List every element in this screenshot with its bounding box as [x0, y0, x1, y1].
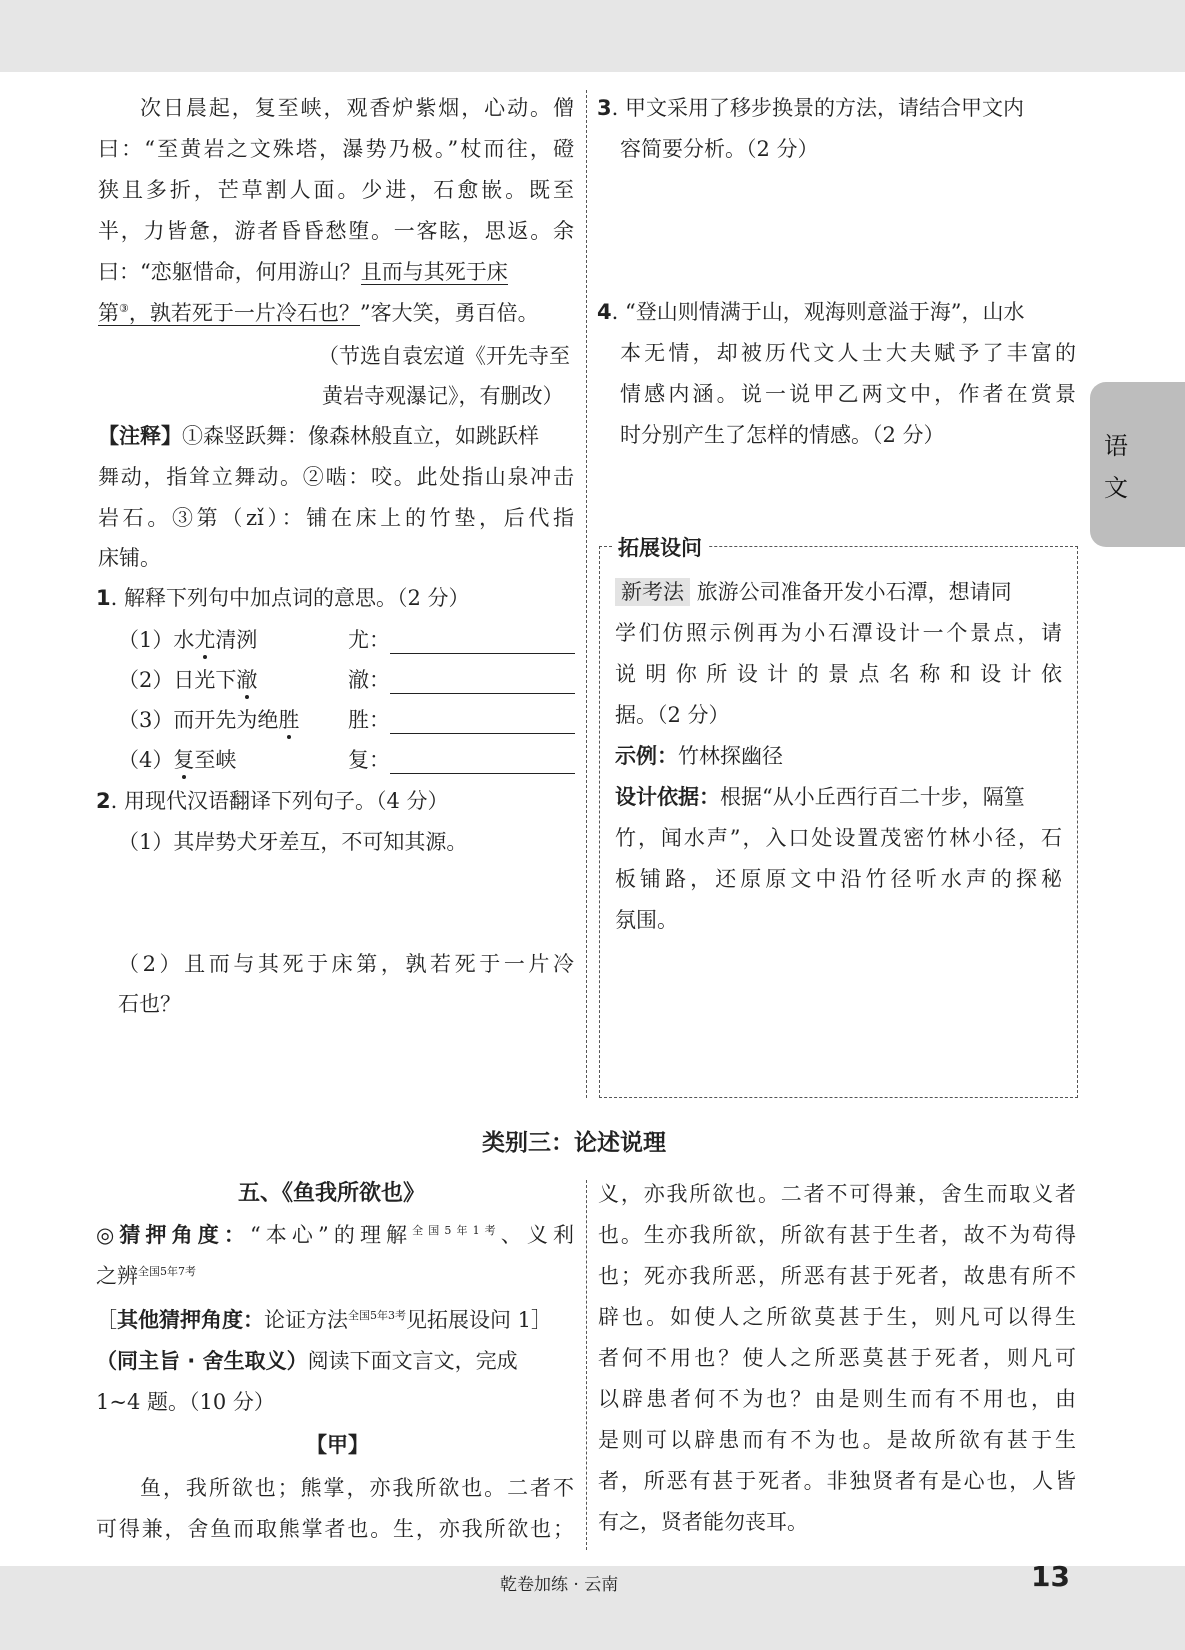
question-stem: . 甲文采用了移步换景的方法，请结合甲文内: [611, 96, 1024, 120]
jia-cont-line-4: 辟也。如使人之所欲莫甚于生，则凡可以得生: [598, 1305, 1076, 1329]
passage-text: ，孰若死于一片冷石也？: [128, 301, 360, 325]
question-4: [597, 298, 1024, 326]
guess-line-1: [96, 1221, 574, 1249]
extension-line-4: 据。（2 分）: [615, 703, 730, 727]
passage-line-4: 半，力皆惫，游者昏昏愁堕。一客眩，思返。余: [98, 219, 574, 243]
answer-blank[interactable]: [390, 631, 575, 654]
answer-key: 复：: [348, 748, 390, 772]
jia-cont-line-6: 以辟患者何不为也？由是则生而有不用也，由: [598, 1387, 1076, 1411]
item-text: 清洌: [215, 628, 258, 652]
other-guess-text: 见拓展设问 1］: [406, 1308, 553, 1332]
basis-line-1: [615, 783, 1025, 811]
top-bar: [0, 0, 1185, 72]
item-text: （2）日光下: [118, 668, 237, 692]
passage-text: ”客大笑，勇百倍。: [359, 301, 539, 325]
question-4-line-4: 时分别产生了怎样的情感。（2 分）: [620, 423, 945, 447]
section-title: 类别三：论述说理: [482, 1130, 666, 1156]
exam-frequency: 全国5年7考: [138, 1265, 196, 1278]
item-text: （4）: [118, 748, 174, 772]
question-3-cont: 容简要分析。（2 分）: [620, 137, 819, 161]
passage-line-6: [98, 299, 539, 327]
guess-text: 之辨: [96, 1264, 138, 1288]
subject-tab-label: [1104, 425, 1128, 509]
exam-frequency: 全国5年1考: [412, 1224, 501, 1237]
extension-line-3: 说明你所设计的景点名称和设计依: [615, 662, 1062, 686]
same-theme-line: [96, 1347, 518, 1375]
q1-item-3: [118, 706, 299, 734]
answer-blank[interactable]: [390, 671, 575, 694]
question-4-line-2: 本无情，却被历代文人士大夫赋予了丰富的: [620, 341, 1076, 365]
source-line-1: （节选自袁宏道《开先寺至: [318, 344, 570, 368]
basis-label: 设计依据：: [615, 785, 720, 809]
passage-line-3: 狭且多折，芒草割人面。少进，石愈嵌。既至: [98, 178, 574, 202]
answer-key: 澈：: [348, 668, 390, 692]
passage-line-1: 次日晨起，复至峡，观香炉紫烟，心动。僧: [140, 96, 574, 120]
notes-text: ①森竖跃舞：像森林般直立，如跳跃样: [182, 424, 539, 448]
passage-text: 第: [98, 301, 119, 325]
example-line: [615, 742, 783, 770]
tab-char: 语: [1104, 432, 1128, 460]
item-text: 至峡: [194, 748, 237, 772]
notes-line-4: 床铺。: [98, 546, 161, 570]
other-guess-text: 论证方法: [264, 1308, 348, 1332]
instruction-text: 阅读下面文言文，完成: [307, 1349, 518, 1373]
extension-line-1: [615, 578, 1062, 606]
basis-line-4: 氛围。: [615, 908, 678, 932]
passage-line-5: [98, 258, 508, 286]
q1-answer-2[interactable]: [348, 666, 575, 694]
extension-line-2: 学们仿照示例再为小石潭设计一个景点，请: [615, 621, 1062, 645]
other-guess-label: 其他猜押角度：: [117, 1308, 264, 1332]
bracket: ［: [96, 1308, 117, 1332]
dotted-word: 尤: [194, 628, 216, 652]
jia-line-1: 鱼，我所欲也；熊掌，亦我所欲也。二者不: [140, 1476, 574, 1500]
basis-line-3: 板铺路，还原原文中沿竹径听水声的探秘: [615, 867, 1062, 891]
basis-text: 根据“从小丘西行百二十步，隔篁: [720, 785, 1025, 809]
q1-item-4: [118, 746, 236, 774]
answer-key: 胜：: [348, 708, 390, 732]
notes-line-2: 舞动，指耸立舞动。②啮：咬。此处指山泉冲击: [98, 465, 574, 489]
same-theme-label: （同主旨 · 舍生取义）: [96, 1349, 308, 1373]
answer-key: 尤：: [348, 628, 390, 652]
example-label: 示例：: [615, 744, 678, 768]
question-number: 4: [597, 300, 612, 324]
q1-item-2: [118, 666, 257, 694]
jia-cont-line-2: 也。生亦我所欲，所欲有甚于生者，故不为苟得: [598, 1223, 1076, 1247]
instruction-line-2: 1~4 题。（10 分）: [96, 1390, 275, 1414]
question-4-line-3: 情感内涵。说一说甲乙两文中，作者在赏景: [620, 382, 1076, 406]
question-stem: . “登山则情满于山，观海则意溢于海”，山水: [611, 300, 1025, 324]
answer-blank[interactable]: [390, 711, 575, 734]
dotted-word: 澈: [236, 668, 258, 692]
dotted-word: 复: [173, 748, 195, 772]
passage-line-2: 曰：“至黄岩之文殊塔，瀑势乃极。”杖而往，磴: [98, 137, 574, 161]
question-stem: . 用现代汉语翻译下列句子。（4 分）: [110, 789, 449, 813]
guess-label: ◎猜押角度：: [96, 1223, 250, 1247]
guess-text: 、义利: [500, 1223, 574, 1247]
item-text: （3）而开先为绝: [118, 708, 279, 732]
answer-blank[interactable]: [390, 751, 575, 774]
jia-cont-line-7: 是则可以辟患而有不为也。是故所欲有甚于生: [598, 1428, 1076, 1452]
underlined-sentence: 且而与其死于床: [360, 260, 508, 284]
guess-line-2: [96, 1262, 196, 1290]
question-number: 1: [96, 586, 111, 610]
jia-cont-line-3: 也；死亦我所恶，所恶有甚于死者，故患有所不: [598, 1264, 1076, 1288]
q2-sentence-2-cont: 石也？: [118, 992, 181, 1016]
dotted-word: 胜: [278, 708, 300, 732]
column-divider-top: [586, 90, 587, 1098]
notes-label: 【注释】: [98, 424, 182, 448]
question-number: 2: [96, 789, 111, 813]
question-number: 3: [597, 96, 612, 120]
basis-line-2: 竹，闻水声”，入口处设置茂密竹林小径，石: [615, 826, 1062, 850]
example-text: 竹林探幽径: [678, 744, 783, 768]
extension-text: 旅游公司准备开发小石潭，想请同: [696, 580, 1012, 604]
jia-cont-line-8: 者，所恶有甚于死者。非独贤者有是心也，人皆: [598, 1469, 1076, 1493]
footnote-mark: ③: [119, 302, 129, 315]
tab-char: 文: [1104, 474, 1128, 502]
footer-text: 乾卷加练 · 云南: [500, 1575, 619, 1595]
q1-answer-3[interactable]: [348, 706, 575, 734]
column-divider-bottom: [586, 1180, 587, 1550]
passage-text: 曰：“恋躯惜命，何用游山？: [98, 260, 361, 284]
extension-box-title: 拓展设问: [612, 532, 708, 562]
source-line-2: 黄岩寺观瀑记》，有删改）: [322, 384, 564, 408]
new-method-badge: 新考法: [615, 578, 690, 606]
jia-line-2: 可得兼，舍鱼而取熊掌者也。生，亦我所欲也；: [96, 1517, 574, 1541]
question-3: [597, 94, 1024, 122]
question-stem: . 解释下列句中加点词的意思。（2 分）: [110, 586, 470, 610]
jia-heading: 【甲】: [306, 1433, 369, 1457]
other-guess-line: [96, 1306, 552, 1334]
question-1: [96, 584, 470, 612]
underlined-sentence: [98, 301, 360, 326]
exam-frequency: 全国5年3考: [348, 1309, 406, 1322]
jia-cont-line-5: 者何不用也？使人之所恶莫甚于死者，则凡可: [598, 1346, 1076, 1370]
jia-cont-line-9: 有之，贤者能勿丧耳。: [598, 1510, 808, 1534]
item-text: （1）水: [118, 628, 195, 652]
q1-answer-1[interactable]: [348, 626, 575, 654]
page-number: 13: [1031, 1560, 1070, 1593]
q1-answer-4[interactable]: [348, 746, 575, 774]
q1-item-1: [118, 626, 257, 654]
notes-line-3: 岩石。③第（zǐ）：铺在床上的竹垫，后代指: [98, 506, 574, 530]
jia-cont-line-1: 义，亦我所欲也。二者不可得兼，舍生而取义者: [598, 1182, 1076, 1206]
question-2: [96, 787, 449, 815]
guess-text: “本心”的理解: [249, 1223, 413, 1247]
q2-sentence-2: （2）且而与其死于床第，孰若死于一片冷: [118, 952, 574, 976]
q2-sentence-1: （1）其岸势犬牙差互，不可知其源。: [118, 830, 468, 854]
text-title: 五、《鱼我所欲也》: [238, 1181, 426, 1206]
notes-line-1: [98, 422, 574, 450]
